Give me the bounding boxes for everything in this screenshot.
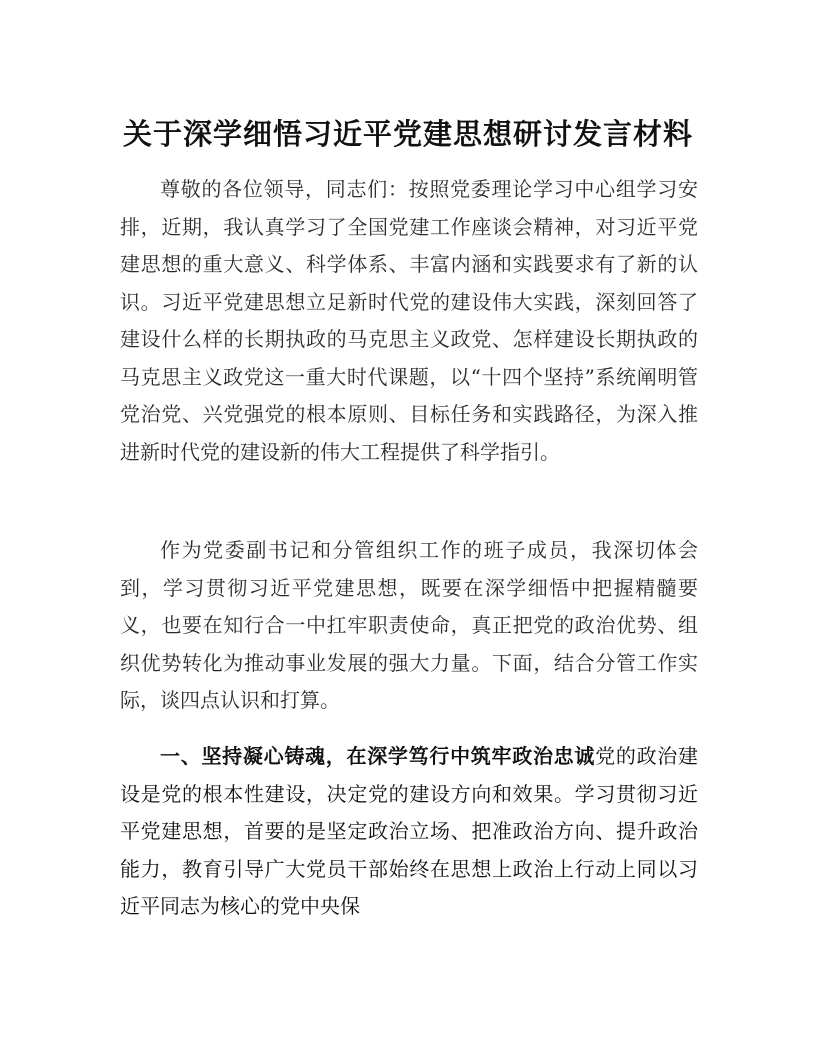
section-one-heading: 一、坚持凝心铸魂，在深学笃行中筑牢政治忠诚 — [160, 744, 596, 768]
document-title: 关于深学细悟习近平党建思想研讨发言材料 — [122, 117, 693, 151]
paragraph-overview: 作为党委副书记和分管组织工作的班子成员，我深切体会到，学习贯彻习近平党建思想，既要在深学细悟中把握精髓要义，也要在知行合一中扛牢职责使命，真正把党的政治优势、组织优势转化为推动事业发展的强大力量。下面，结合分管工作实际，谈四点认识和打算。 — [120, 538, 698, 712]
section-one-paragraph — [120, 738, 698, 926]
section-one-body: 党的政治建设是党的根本性建设，决定党的建设方向和效果。学习贯彻习近平党建思想，首要的是坚定政治立场、把准政治方向、提升政治能力，教育引导广大党员干部始终在思想上政治上行动上同以习近平同志为核心的党中央保 — [120, 744, 699, 918]
paragraph-opening: 尊敬的各位领导，同志们：按照党委理论学习中心组学习安排，近期，我认真学习了全国党建工作座谈会精神，对习近平党建思想的重大意义、科学体系、丰富内涵和实践要求有了新的认识。习近平党建思想立足新时代党的建设伟大实践，深刻回答了建设什么样的长期执政的马克思主义政党、怎样建设长期执政的马克思主义政党这一重大时代课题，以“十四个坚持”系统阐明管党治党、兴党强党的根本原则、目标任务和实践路径，为深入推进新时代党的建设新的伟大工程提供了科学指引。 — [120, 177, 698, 464]
